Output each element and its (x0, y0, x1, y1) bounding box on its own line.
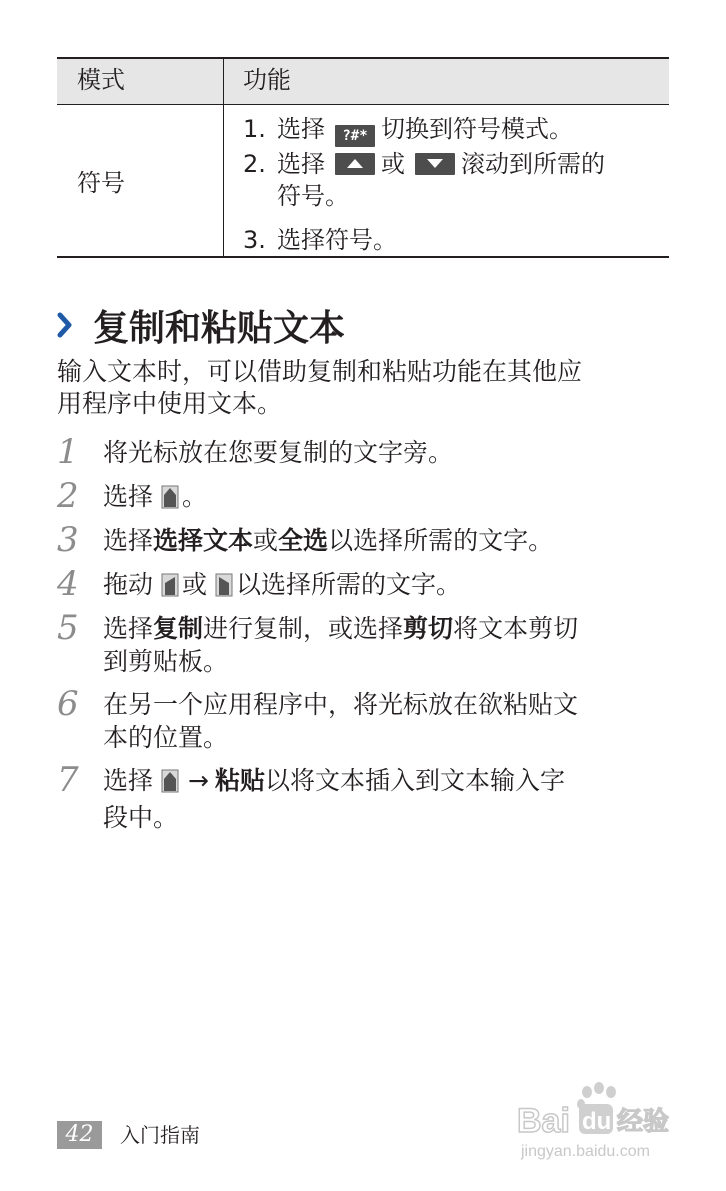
right-select-handle-icon (215, 572, 233, 605)
header-function: 功能 (243, 66, 291, 94)
left-select-handle-icon (161, 572, 179, 605)
cursor-handle-icon (161, 484, 179, 517)
table-step-2-cont: 符号。 (277, 182, 349, 210)
mode-table (57, 57, 669, 258)
step-number: 4 (57, 564, 79, 604)
arrow-right: → (188, 766, 209, 795)
section-title: 复制和粘贴文本 (57, 305, 345, 351)
svg-text:du: du (582, 1108, 612, 1135)
chevron-right-icon (57, 305, 79, 349)
cursor-handle-icon (161, 768, 179, 801)
header-mode: 模式 (77, 66, 125, 94)
symbol-key-icon: ?#* (335, 125, 375, 147)
scroll-up-key-icon (335, 153, 375, 175)
svg-text:经验: 经验 (617, 1107, 670, 1137)
mode-symbol: 符号 (77, 169, 125, 197)
step-number: 6 (57, 684, 79, 724)
table-header-row (57, 59, 669, 105)
scroll-down-key-icon (415, 153, 455, 175)
table-step-2: 2. 选择 或 滚动到所需的 (243, 150, 605, 178)
step-number: 7 (57, 760, 79, 800)
footer-section-name: 入门指南 (120, 1123, 200, 1147)
intro-paragraph: 输入文本时，可以借助复制和粘贴功能在其他应 用程序中使用文本。 (57, 357, 583, 418)
baidu-paw-logo-icon (515, 1080, 685, 1160)
svg-text:jingyan.baidu.com: jingyan.baidu.com (521, 1143, 650, 1160)
step-number: 2 (57, 476, 79, 516)
page-number: 42 (57, 1121, 102, 1149)
table-step-1: 1. 选择 ?#* 切换到符号模式。 (243, 113, 573, 147)
table-column-divider (223, 59, 224, 256)
table-step-3: 3. 选择符号。 (243, 226, 397, 254)
step-number: 1 (57, 432, 79, 472)
step-number: 3 (57, 520, 79, 560)
baidu-watermark (515, 1080, 685, 1160)
svg-text:Bai: Bai (517, 1102, 570, 1140)
step-number: 5 (57, 608, 79, 648)
